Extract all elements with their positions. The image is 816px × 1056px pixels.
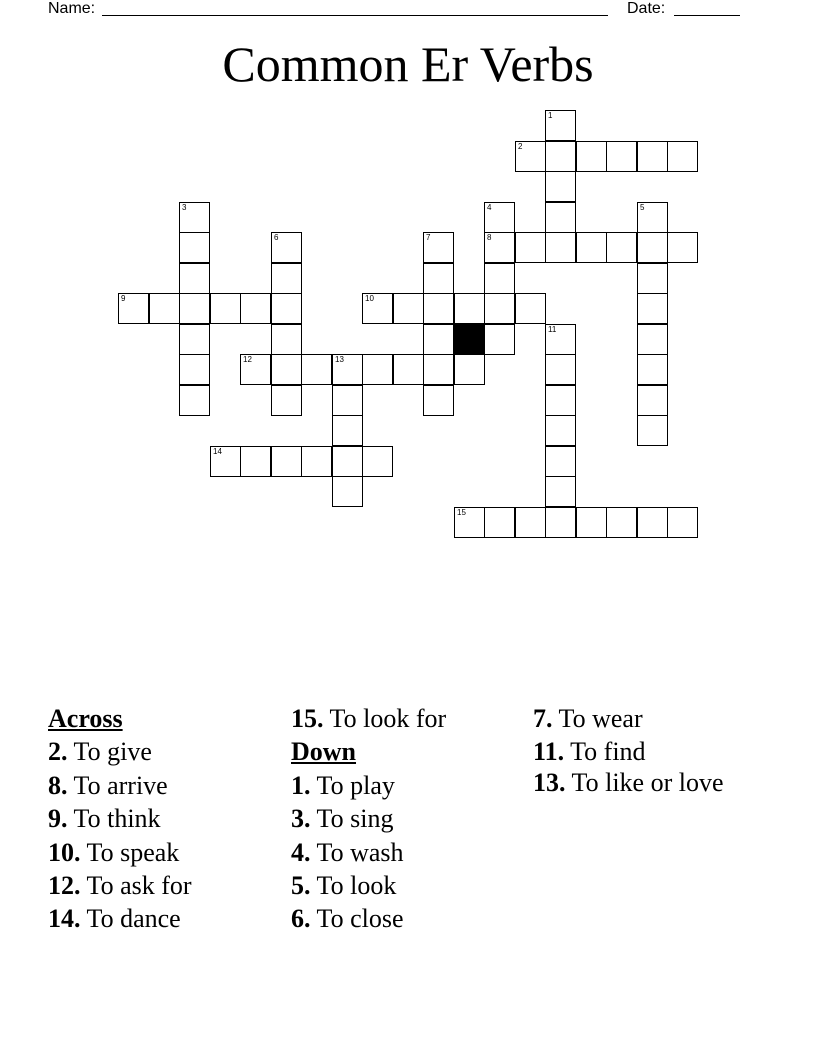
grid-cell[interactable] [179, 232, 210, 263]
grid-cell[interactable] [637, 202, 668, 233]
clue-item [48, 735, 288, 768]
grid-cell[interactable] [484, 202, 515, 233]
grid-cell[interactable] [545, 202, 576, 233]
clue-number-label: 10 [365, 294, 374, 303]
grid-cell[interactable] [637, 354, 668, 385]
clue-text: To like or love [571, 767, 724, 797]
grid-cell[interactable] [484, 293, 515, 324]
grid-cell[interactable] [606, 232, 637, 263]
grid-cell[interactable] [637, 415, 668, 446]
across-heading: Across [48, 704, 123, 733]
clue-item [291, 769, 531, 802]
clue-item [48, 836, 288, 869]
clue-text: To wear [558, 704, 643, 733]
date-label: Date: [627, 0, 666, 17]
page-title: Common Er Verbs [222, 36, 594, 92]
grid-cell[interactable] [179, 324, 210, 355]
clue-number-label: 15 [457, 508, 466, 517]
grid-cell[interactable] [545, 446, 576, 477]
clue-number-label: 12 [243, 355, 252, 364]
clue-number-label: 8 [487, 233, 492, 242]
grid-cell[interactable] [637, 324, 668, 355]
clue-number: 11. [533, 737, 565, 767]
grid-cell[interactable] [271, 232, 302, 263]
clue-text: To ask for [86, 871, 192, 901]
grid-cell[interactable] [423, 232, 454, 263]
grid-cell[interactable] [484, 232, 515, 263]
clue-number: 2. [48, 737, 68, 767]
grid-cell[interactable] [545, 385, 576, 416]
clue-number: 14. [48, 904, 81, 934]
clue-number: 13. [533, 767, 566, 797]
grid-cell[interactable] [210, 446, 241, 477]
grid-cell[interactable] [332, 354, 363, 385]
clue-number-label: 1 [548, 111, 553, 120]
grid-cell[interactable] [362, 446, 393, 477]
across-clue-list [48, 735, 288, 935]
clue-item [291, 836, 531, 869]
grid-cell[interactable] [545, 507, 576, 538]
grid-cell[interactable] [606, 507, 637, 538]
grid-cell[interactable] [637, 385, 668, 416]
grid-cell[interactable] [667, 141, 698, 172]
clue-number: 5. [291, 871, 311, 901]
grid-cell[interactable] [271, 446, 302, 477]
grid-cell[interactable] [271, 385, 302, 416]
clue-number-label: 4 [487, 203, 492, 212]
grid-cell[interactable] [637, 141, 668, 172]
grid-cell[interactable] [515, 141, 546, 172]
clue-number: 9. [48, 804, 68, 834]
grid-cell[interactable] [393, 293, 424, 324]
clue-number-label: 13 [335, 355, 344, 364]
grid-cell[interactable] [271, 263, 302, 294]
clue-text: To wash [316, 837, 404, 867]
grid-cell[interactable] [484, 324, 515, 355]
grid-cell[interactable] [332, 446, 363, 477]
clue-item [291, 869, 531, 902]
grid-cell[interactable] [271, 354, 302, 385]
clue-text: To arrive [73, 770, 168, 800]
grid-cell[interactable] [271, 293, 302, 324]
clue-number: 1. [291, 770, 311, 800]
clue-number-label: 14 [213, 447, 222, 456]
clue-item [48, 769, 288, 802]
grid-cell[interactable] [423, 293, 454, 324]
clue-text: To speak [86, 837, 180, 867]
clue-number-label: 11 [548, 325, 557, 334]
grid-cell[interactable] [271, 324, 302, 355]
grid-cell[interactable] [545, 324, 576, 355]
clue-number-label: 5 [640, 203, 645, 212]
clues-column-3 [533, 702, 733, 796]
clue-item [291, 902, 531, 935]
grid-cell[interactable] [515, 293, 546, 324]
clue-item [533, 735, 733, 768]
grid-cell[interactable] [637, 263, 668, 294]
grid-cell[interactable] [545, 110, 576, 141]
grid-cell[interactable] [179, 354, 210, 385]
clue-text: To sing [316, 804, 394, 834]
grid-cell[interactable] [301, 354, 332, 385]
clue-number: 3. [291, 804, 311, 834]
clue-number: 10. [48, 837, 81, 867]
grid-cell[interactable] [332, 476, 363, 507]
grid-cell[interactable] [393, 354, 424, 385]
clue-text: To close [316, 904, 404, 934]
grid-cell[interactable] [637, 232, 668, 263]
clues-column-1 [48, 702, 288, 936]
clue-text: To think [73, 804, 161, 834]
grid-cell[interactable] [545, 476, 576, 507]
clue-text: To look [316, 871, 397, 901]
clue-item [48, 869, 288, 902]
clue-number: 4. [291, 837, 311, 867]
clue-number-label: 7 [426, 233, 431, 242]
clue-item [291, 802, 531, 835]
grid-cell[interactable] [637, 293, 668, 324]
grid-cell[interactable] [240, 446, 271, 477]
clue-text: To play [316, 770, 395, 800]
grid-cell[interactable] [576, 507, 607, 538]
clue-number-label: 2 [518, 142, 523, 151]
grid-cell[interactable] [423, 385, 454, 416]
grid-cell[interactable] [179, 293, 210, 324]
grid-cell[interactable] [545, 232, 576, 263]
grid-cell[interactable] [576, 141, 607, 172]
down-clue-list [291, 769, 531, 936]
clue-item [533, 769, 733, 796]
clue-number-label: 6 [274, 233, 279, 242]
grid-cell[interactable] [454, 507, 485, 538]
grid-cell[interactable] [332, 415, 363, 446]
grid-cell[interactable] [332, 385, 363, 416]
clue-number: 15. [291, 704, 324, 733]
grid-cell[interactable] [179, 263, 210, 294]
clue-text: To dance [86, 904, 181, 934]
down-heading: Down [291, 737, 357, 767]
grid-cell[interactable] [484, 263, 515, 294]
clue-number-label: 3 [182, 203, 187, 212]
clues-column-2 [291, 702, 531, 936]
clue-item [291, 702, 531, 735]
grid-cell[interactable] [454, 293, 485, 324]
clue-text: To find [570, 737, 646, 767]
grid-cell[interactable] [454, 354, 485, 385]
blocked-cell [454, 324, 485, 355]
grid-cell[interactable] [515, 507, 546, 538]
grid-cell[interactable] [423, 324, 454, 355]
grid-cell[interactable] [118, 293, 149, 324]
grid-cell[interactable] [362, 354, 393, 385]
grid-cell[interactable] [362, 293, 393, 324]
grid-cell[interactable] [576, 232, 607, 263]
clue-number: 7. [533, 704, 553, 733]
clue-number-label: 9 [121, 294, 126, 303]
grid-cell[interactable] [240, 354, 271, 385]
grid-cell[interactable] [423, 354, 454, 385]
grid-cell[interactable] [545, 415, 576, 446]
grid-cell[interactable] [667, 232, 698, 263]
grid-cell[interactable] [637, 507, 668, 538]
grid-cell[interactable] [606, 141, 637, 172]
clue-number: 8. [48, 770, 68, 800]
name-label: Name: [48, 0, 96, 17]
grid-cell[interactable] [545, 141, 576, 172]
clue-number: 6. [291, 904, 311, 934]
grid-cell[interactable] [545, 171, 576, 202]
clue-text: To give [73, 737, 152, 767]
clue-text: To look for [329, 704, 447, 733]
clue-item [533, 702, 733, 735]
grid-cell[interactable] [515, 232, 546, 263]
grid-cell[interactable] [301, 446, 332, 477]
grid-cell[interactable] [179, 202, 210, 233]
clue-number: 12. [48, 871, 81, 901]
grid-cell[interactable] [484, 507, 515, 538]
grid-cell[interactable] [423, 263, 454, 294]
grid-cell[interactable] [149, 293, 180, 324]
grid-cell[interactable] [179, 385, 210, 416]
clue-item [48, 902, 288, 935]
grid-cell[interactable] [667, 507, 698, 538]
grid-cell[interactable] [210, 293, 241, 324]
clue-item [48, 802, 288, 835]
grid-cell[interactable] [545, 354, 576, 385]
grid-cell[interactable] [240, 293, 271, 324]
